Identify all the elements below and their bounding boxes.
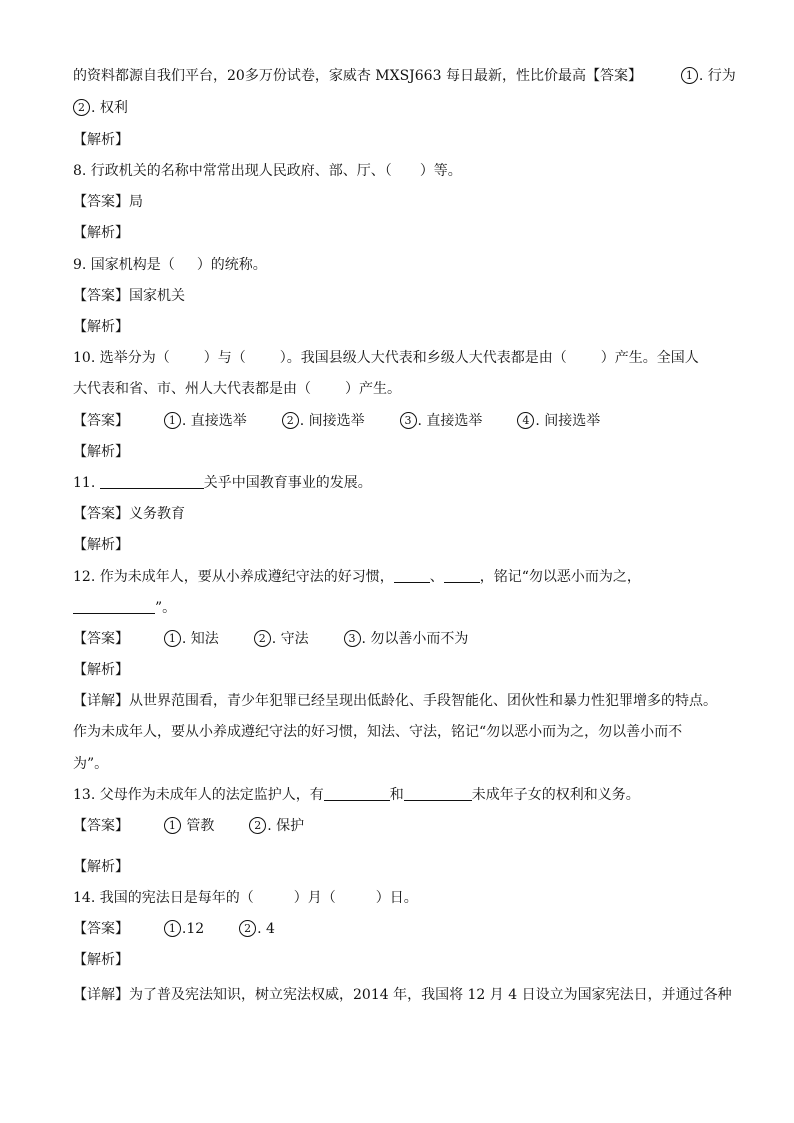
question-14-answer: 【答案】 1 .12 2 . 4 [73, 921, 275, 937]
fill-blank [394, 568, 430, 583]
intro-text: 的资料都源自我们平台，20多万份试卷，家威杏 MXSJ663 每日最新，性比价最高 [73, 68, 586, 84]
question-11: 11. 关乎中国教育事业的发展。 [73, 475, 372, 491]
question-12-detail: 【详解】从世界范围看，青少年犯罪已经呈现出低龄化、手段智能化、团伙性和暴力性犯罪增多的特点。 [73, 693, 717, 709]
answer-option-4: 4 . 间接选举 [517, 411, 600, 431]
circled-number: 1 [681, 67, 698, 84]
analysis-label: 【解析】 [73, 132, 129, 148]
fill-blank [100, 474, 204, 489]
analysis-label: 【解析】 [73, 859, 129, 875]
answer-option-1: 1 . 直接选举 [164, 411, 247, 431]
question-13: 13. 父母作为未成年人的法定监护人，有 和 未成年子女的权利和义务。 [73, 787, 640, 803]
question-12-line2: ”。 [73, 598, 176, 618]
analysis-label: 【解析】 [73, 952, 129, 968]
fill-blank [404, 786, 472, 801]
question-9: 9. 国家机构是（ ）的统称。 [73, 257, 267, 273]
fill-blank [324, 786, 390, 801]
analysis-label: 【解析】 [73, 444, 129, 460]
question-8-answer: 【答案】局 [73, 194, 143, 210]
answer-option-1: 1 . 行为 [681, 66, 736, 86]
question-9-answer: 【答案】国家机关 [73, 288, 185, 304]
analysis-label: 【解析】 [73, 225, 129, 241]
question-10-line2: 大代表和省、市、州人大代表都是由（ ）产生。 [73, 381, 401, 397]
intro-line [73, 66, 736, 86]
answer-option-2: 2 . 权利 [73, 98, 128, 118]
answer-option-3: 3 . 勿以善小而不为 [344, 629, 469, 649]
question-12-detail-2: 作为未成年人，要从小养成遵纪守法的好习惯，知法、守法，铭记“勿以恶小而为之，勿以善小而不 [73, 724, 683, 740]
circled-number: 2 [73, 99, 90, 116]
question-8: 8. 行政机关的名称中常常出现人民政府、部、厅、（ ）等。 [73, 163, 462, 179]
question-12-detail-3: 为”。 [73, 756, 109, 772]
fill-blank [444, 568, 480, 583]
question-10: 10. 选举分为（ ）与（ ）。我国县级人大代表和乡级人大代表都是由（ ）产生。全国人 [73, 350, 699, 366]
answer-label: 【答案】 [585, 68, 642, 84]
answer-option-1: 1 .12 [164, 919, 204, 939]
fill-blank [73, 599, 155, 614]
analysis-label: 【解析】 [73, 662, 129, 678]
answer-option-2: 2 . 守法 [254, 629, 309, 649]
question-13-answer: 【答案】 1 管教 2 . 保护 [73, 818, 305, 834]
question-12-answer: 【答案】 1 . 知法 2 . 守法 3 . 勿以善小而不为 [73, 631, 469, 647]
question-11-answer: 【答案】义务教育 [73, 506, 185, 522]
question-14-detail: 【详解】为了普及宪法知识，树立宪法权威，2014 年，我国将 12 月 4 日设立为国家宪法日，并通过各种 [73, 987, 732, 1003]
question-12: 12. 作为未成年人，要从小养成遵纪守法的好习惯， 、 ，铭记“勿以恶小而为之， [73, 569, 641, 585]
answer-option-2: 2 . 4 [239, 919, 275, 939]
analysis-label: 【解析】 [73, 537, 129, 553]
answer-option-1: 1 . 知法 [164, 629, 219, 649]
answer-option-2: 2 . 保护 [249, 816, 304, 836]
answer-line [73, 98, 128, 118]
answer-option-3: 3 . 直接选举 [400, 411, 483, 431]
answer-option-2: 2 . 间接选举 [282, 411, 365, 431]
question-10-answer: 【答案】 1 . 直接选举 2 . 间接选举 3 . 直接选举 4 . 间接选举 [73, 413, 601, 429]
analysis-label: 【解析】 [73, 319, 129, 335]
answer-option-1: 1 管教 [164, 816, 214, 836]
question-14: 14. 我国的宪法日是每年的（ ）月（ ）日。 [73, 890, 418, 906]
